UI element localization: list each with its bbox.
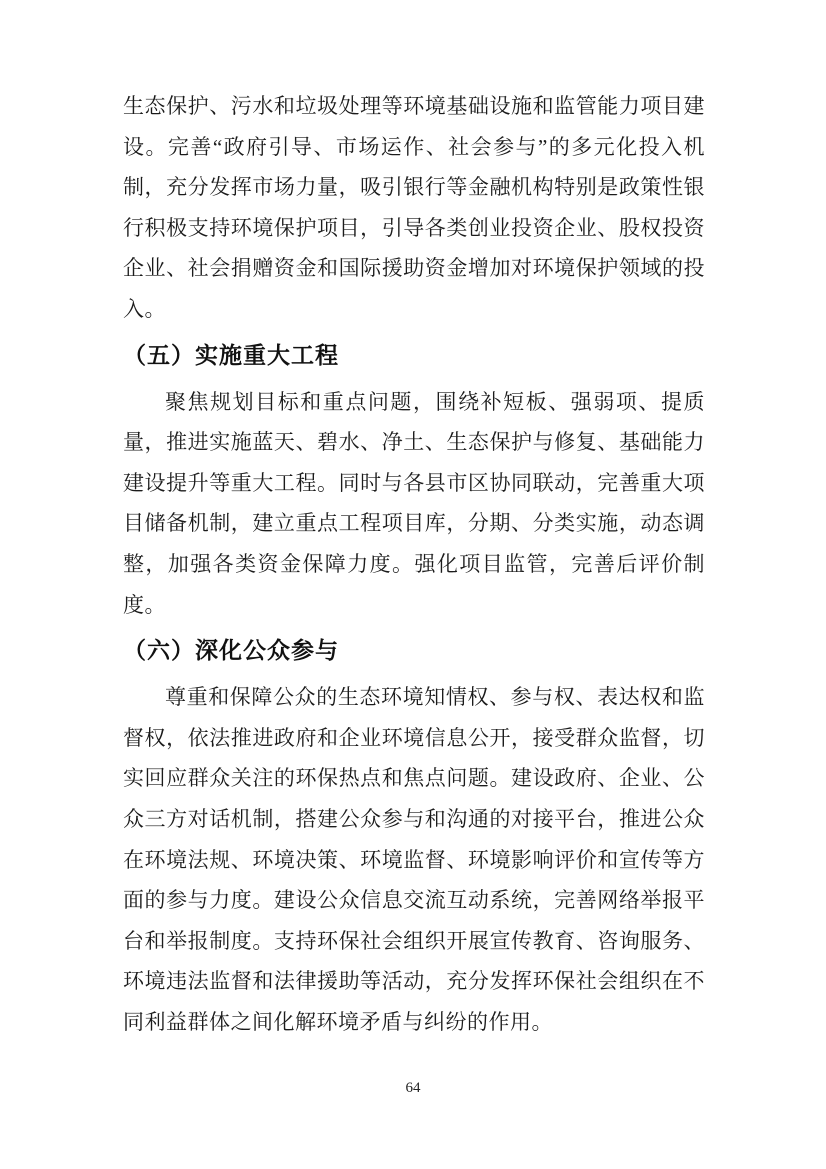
page-number: 64 [405, 1080, 421, 1096]
section-6-paragraph: 尊重和保障公众的生态环境知情权、参与权、表达权和监督权，依法推进政府和企业环境信息公开，接受群众监督，切实回应群众关注的环保热点和焦点问题。建设政府、企业、公众三方对话机制，搭建公众参与和沟通的对接平台，推进公众在环境法规、环境决策、环境监督、环境影响评价和宣传等方面的参与力度。建设公众信息交流互动系统，完善网络举报平台和举报制度。支持环保社会组织开展宣传教育、咨询服务、环境违法监督和法律援助等活动，充分发挥环保社会组织在不同利益群体之间化解环境矛盾与纠纷的作用。 [123, 685, 705, 1034]
section-5-paragraph: 聚焦规划目标和重点问题，围绕补短板、强弱项、提质量，推进实施蓝天、碧水、净土、生态保护与修复、基础能力建设提升等重大工程。同时与各县市区协同联动，完善重大项目储备机制，建立重点工程项目库，分期、分类实施，动态调整，加强各类资金保障力度。强化项目监管，完善后评价制度。 [123, 389, 705, 617]
section-heading-6: （六）深化公众参与 [123, 638, 339, 664]
section-heading-5: （五）实施重大工程 [123, 342, 339, 368]
paragraph-continuation: 生态保护、污水和垃圾处理等环境基础设施和监管能力项目建设。完善“政府引导、市场运作、社会参与”的多元化投入机制，充分发挥市场力量，吸引银行等金融机构特别是政策性银行积极支持环境保护项目，引导各类创业投资企业、股权投资企业、社会捐赠资金和国际援助资金增加对环境保护领域的投入。 [123, 94, 705, 321]
page-content [123, 86, 705, 1042]
